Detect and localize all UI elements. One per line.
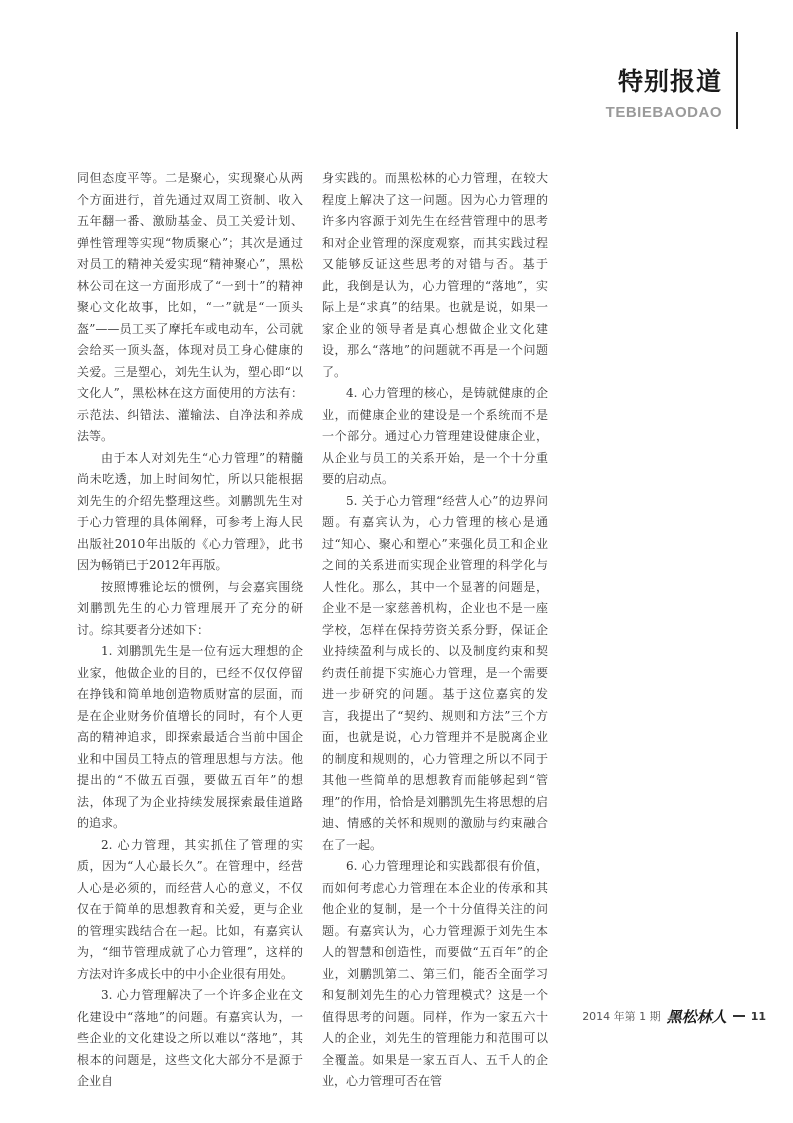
paragraph: 1. 刘鹏凯先生是一位有远大理想的企业家，他做企业的目的，已经不仅仅停留在挣钱和简单地创造物质财富的层面，而是在企业财务价值增长的同时，有个人更高的精神追求，即探索最适合当前中国企业和中国员工特点的管理思想与方法。他提出的“不做五百强，要做五百年”的想法，体现了为企业持续发展探索最佳道路的追求。 (77, 644, 303, 830)
paragraph: 5. 关于心力管理“经营人心”的边界问题。有嘉宾认为，心力管理的核心是通过“知心、聚心和塑心”来强化员工和企业之间的关系进而实现企业管理的科学化与人性化。那么，其中一个显著的问题是，企业不是一家慈善机构，企业也不是一座学校，怎样在保持劳资关系分野，保证企业持续盈利与成长的、以及制度约束和契约责任前提下实施心力管理，是一个需要进一步研究的问题。基于这位嘉宾的发言，我提出了“契约、规则和方法”三个方面，也就是说，心力管理并不是脱离企业的制度和规则的，心力管理之所以不同于其他一些简单的思想教育而能够起到“管理”的作用，恰恰是刘鹏凯先生将思想的启迪、情感的关怀和规则的激励与约束融合在了一起。 (322, 493, 548, 852)
paragraph: 由于本人对刘先生“心力管理”的精髓尚未吃透，加上时间匆忙，所以只能根据刘先生的介绍先整理这些。刘鹏凯先生对于心力管理的具体阐释，可参考上海人民出版社2010年出版的《心力管理》，此书因为畅销已于2012年再版。 (77, 450, 303, 572)
section-title-pinyin: TEBIEBAODAO (605, 104, 722, 121)
paragraph: 按照博雅论坛的惯例，与会嘉宾围绕刘鹏凯先生的心力管理展开了充分的研讨。综其要者分述如下： (77, 579, 303, 637)
paragraph: 同但态度平等。二是聚心，实现聚心从两个方面进行，首先通过双周工资制、收入五年翻一番、激励基金、员工关爱计划、弹性管理等实现“物质聚心”；其次是通过对员工的精神关爱实现“精神聚心”，黑松林公司在这一方面形成了“一到十”的精神聚心文化故事，比如，“一”就是“一顶头盔”——员工买了摩托车或电动车，公司就会给买一顶头盔，体现对员工身心健康的关爱。三是塑心，刘先生认为，塑心即“以文化人”，黑松林在这方面使用的方法有：示范法、纠错法、灌输法、自净法和养成法等。 (77, 171, 303, 443)
section-title: 特别报道 (617, 67, 722, 96)
paragraph: 身实践的。而黑松林的心力管理，在较大程度上解决了这一问题。因为心力管理的许多内容源于刘先生在经营管理中的思考和对企业管理的深度观察，而其实践过程又能够反证这些思考的对错与否。基于此，我倒是认为，心力管理的“落地”，实际上是“求真”的结果。也就是说，如果一家企业的领导者是真心想做企业文化建设，那么“落地”的问题就不再是一个问题了。 (322, 171, 548, 379)
paragraph: 6. 心力管理理论和实践都很有价值，而如何考虑心力管理在本企业的传承和其他企业的复制，是一个十分值得关注的问题。有嘉宾认为，心力管理源于刘先生本人的智慧和创造性，而要做“五百年”的企业，刘鹏凯第二、第三们，能否全面学习和复制刘先生的心力管理模式？这是一个值得思考的问题。同样，作为一家五六十人的企业，刘先生的管理能力和范围可以全覆盖。如果是一家五百人、五千人的企业，心力管理可否在管 (322, 859, 548, 1088)
left-column (77, 168, 303, 1088)
header-divider (736, 32, 738, 129)
right-column (322, 168, 548, 1088)
paragraph: 3. 心力管理解决了一个许多企业在文化建设中“落地”的问题。有嘉宾认为，一些企业的文化建设之所以难以“落地”，其根本的问题是，这些文化大部分不是源于企业自 (77, 988, 303, 1088)
paragraph: 4. 心力管理的核心，是铸就健康的企业，而健康企业的建设是一个系统而不是一个部分。通过心力管理建设健康企业，从企业与员工的关系开始，是一个十分重要的启动点。 (322, 386, 548, 486)
footer-dash (733, 1015, 745, 1017)
page-footer (582, 1005, 766, 1027)
magazine-logo: 黑松林人 (666, 1007, 727, 1026)
paragraph: 2. 心力管理，其实抓住了管理的实质，因为“人心最长久”。在管理中，经营人心是必须的，而经营人心的意义，不仅仅在于简单的思想教育和关爱，更与企业的管理实践结合在一起。比如，有嘉宾认为，“细节管理成就了心力管理”，这样的方法对许多成长中的中小企业很有用处。 (77, 837, 303, 981)
issue-label: 2014 年第 1 期 (582, 1010, 661, 1023)
page-number: 11 (750, 1009, 766, 1023)
